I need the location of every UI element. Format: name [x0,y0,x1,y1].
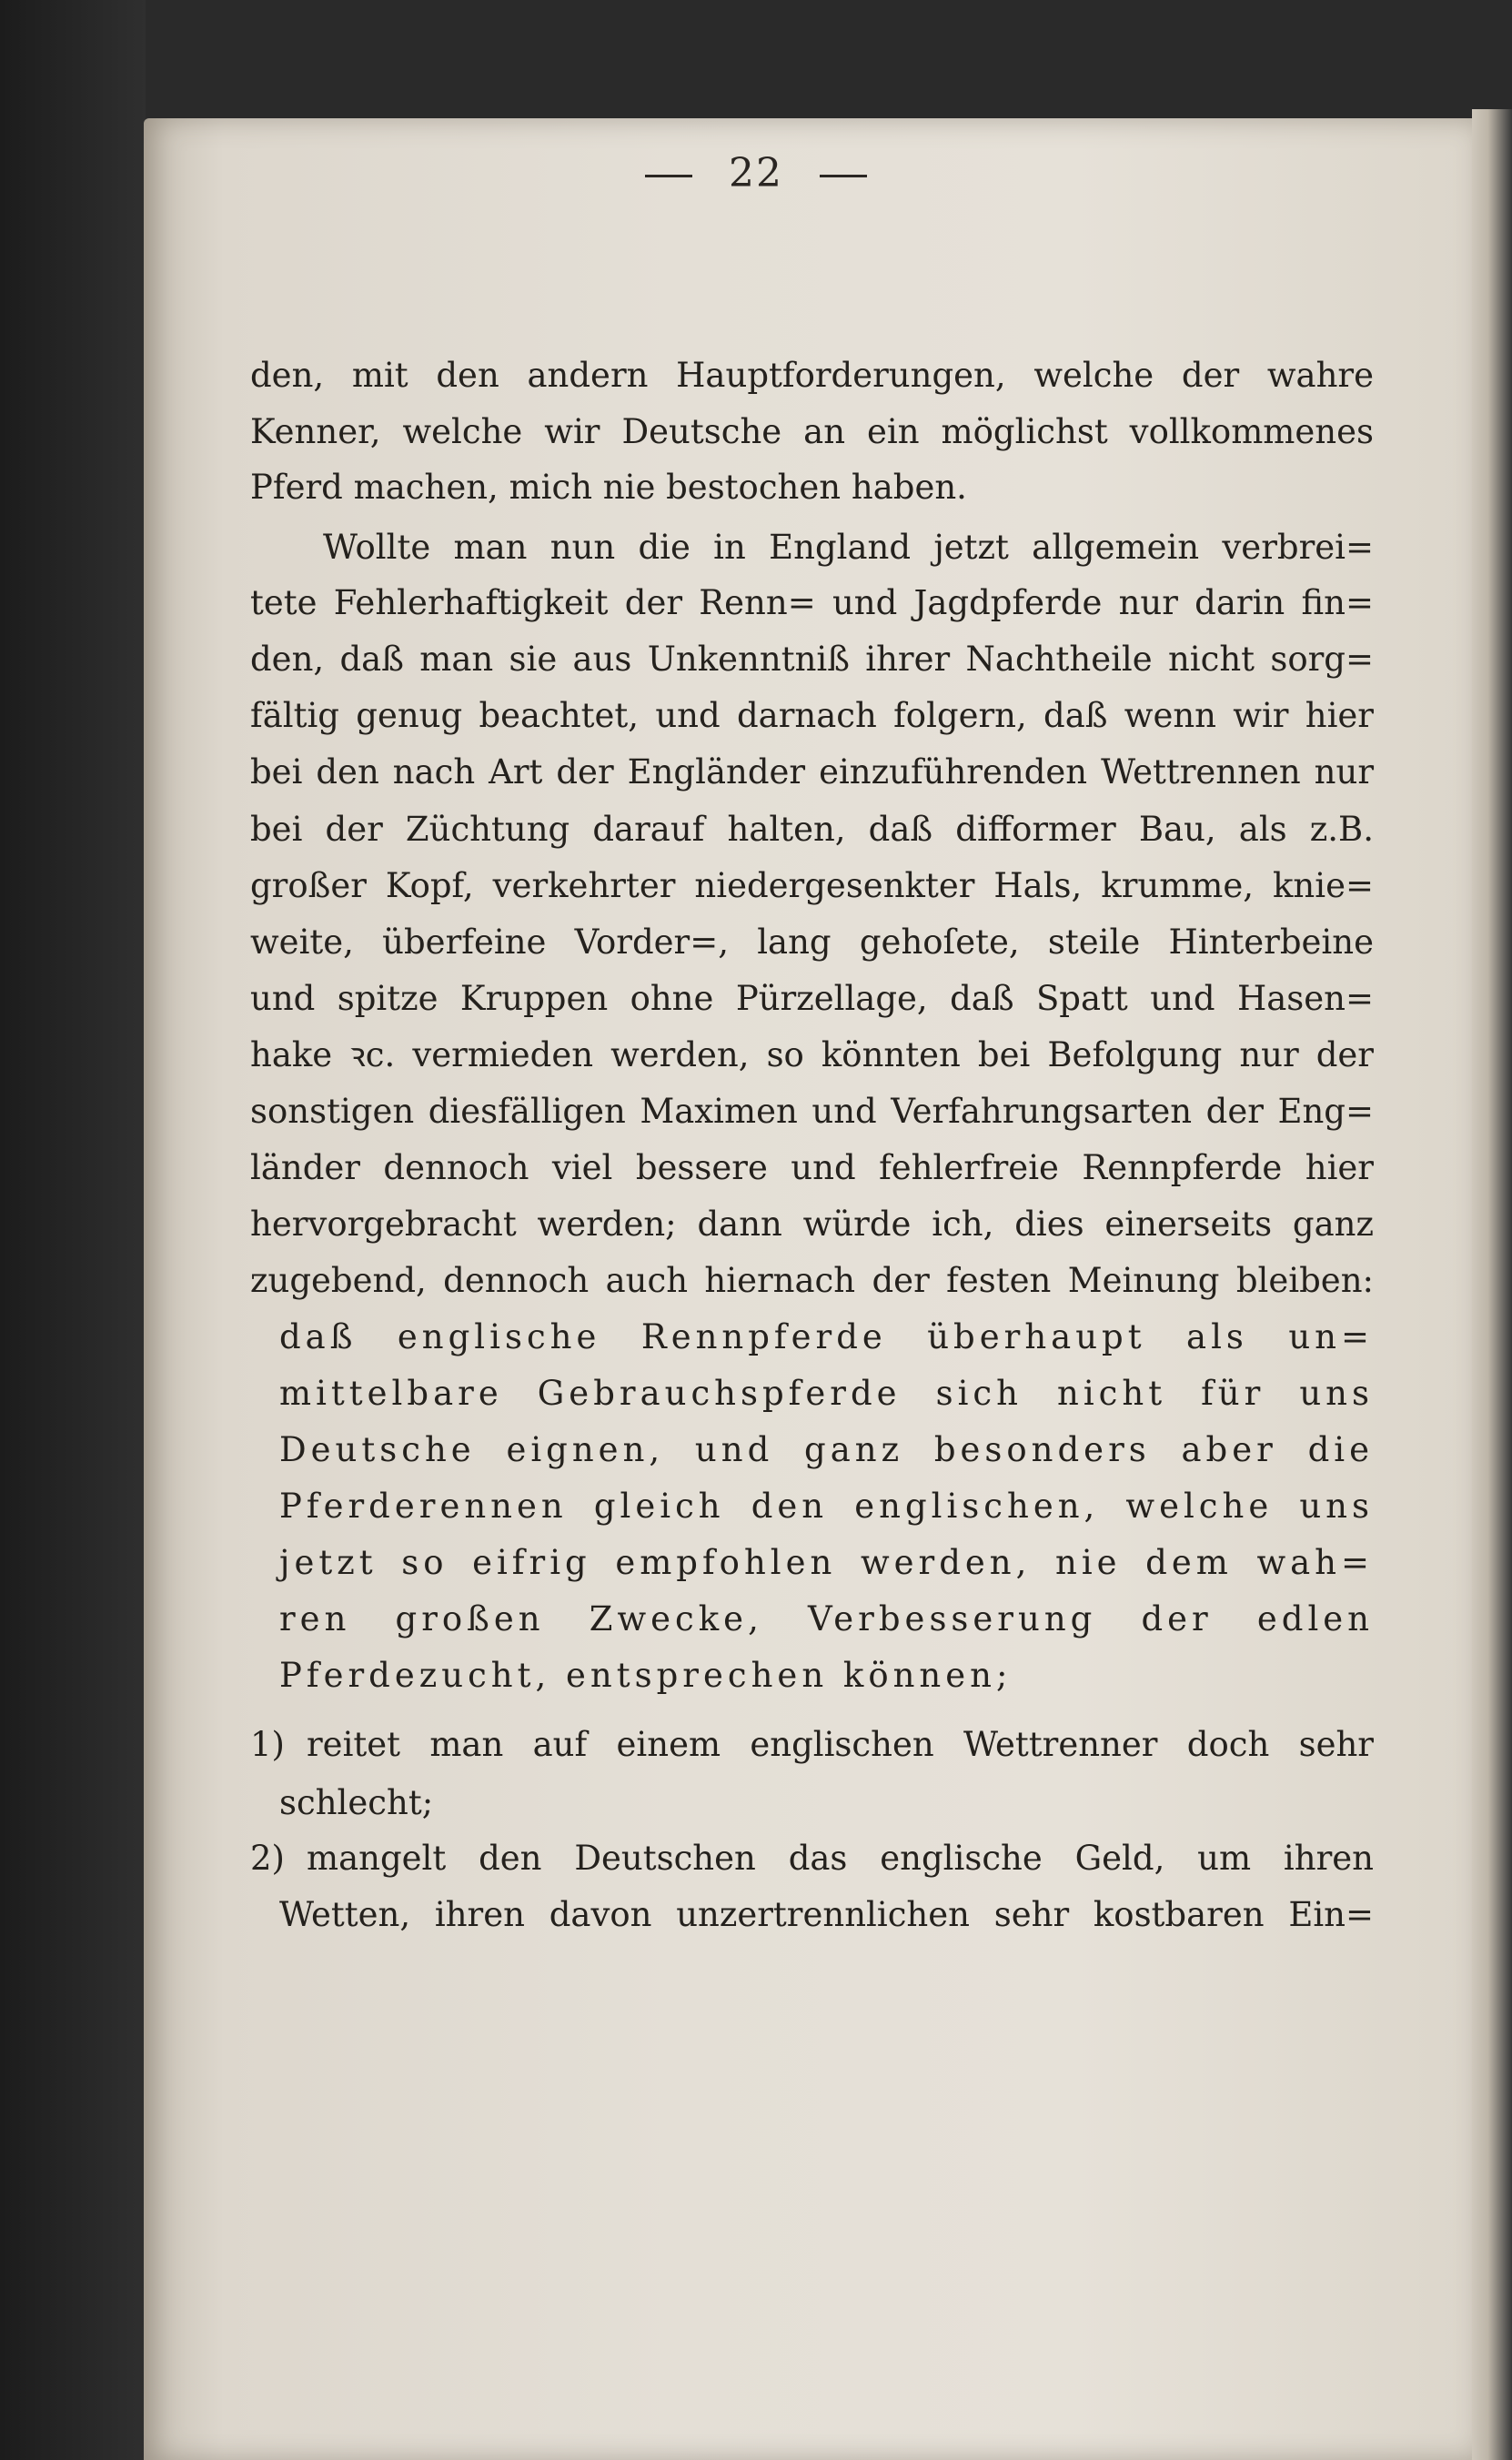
page-number: 22 [729,150,783,197]
page-header [0,150,1512,197]
list-item [250,1836,1374,1881]
scan-background [0,0,146,2460]
text-line: fältig genug beachtet, und darnach folgern, daß wenn wir hier [250,696,1374,735]
list-item-continuation: schlecht; [279,1783,434,1822]
text-line: hake ꝛc. vermieden werden, so könnten bei Befolgung nur der [250,1035,1374,1074]
spaced-text-line: jetzt so eifrig empfohlen werden, nie dem wah= [279,1543,1374,1582]
list-marker: 2) [250,1839,285,1878]
text-line: sonstigen diesfälligen Maximen und Verfahrungsarten der Eng= [250,1092,1374,1131]
text-line: und spitze Kruppen ohne Pürzellage, daß Spatt und Hasen= [250,979,1374,1018]
header-dash-left [645,175,692,177]
page-edge [1472,109,1512,2460]
text-line: Wollte man nun die in England jetzt allgemein verbrei= [323,528,1374,567]
spaced-text-line: ren großen Zwecke, Verbesserung der edlen [279,1599,1374,1638]
list-item-continuation: Wetten, ihren davon unzertrennlichen sehr kostbaren Ein= [279,1895,1374,1934]
spaced-text-line: Pferdezucht, entsprechen können; [279,1656,1013,1695]
text-line: bei den nach Art der Engländer einzuführenden Wettrennen nur [250,752,1374,791]
text-line: weite, überfeine Vorder=, lang gehoſete, steile Hinterbeine [250,922,1374,962]
spaced-text-line: Deutsche eignen, und ganz besonders aber die [279,1430,1374,1469]
list-item [250,1722,1374,1768]
text-line: zugebend, dennoch auch hiernach der festen Meinung bleiben: [250,1261,1374,1300]
list-item-text: reitet man auf einem englischen Wettrenner doch sehr [307,1725,1374,1764]
list-item-text: mangelt den Deutschen das englische Geld, um ihren [307,1839,1374,1878]
text-line: länder dennoch viel bessere und fehlerfreie Rennpferde hier [250,1148,1374,1187]
spaced-text-line: daß englische Rennpferde überhaupt als un= [279,1317,1374,1356]
list-marker: 1) [250,1725,285,1764]
text-line: bei der Züchtung darauf halten, daß difformer Bau, als z.B. [250,810,1374,849]
text-line: hervorgebracht werden; dann würde ich, dies einerseits ganz [250,1205,1374,1244]
text-line: Kenner, welche wir Deutsche an ein möglichst vollkommenes [250,412,1374,451]
text-line: den, daß man sie aus Unkenntniß ihrer Nachtheile nicht sorg= [250,640,1374,679]
text-line: Pferd machen, mich nie bestochen haben. [250,468,967,507]
text-line: großer Kopf, verkehrter niedergesenkter Hals, krumme, knie= [250,866,1374,905]
spaced-text-line: Pferderennen gleich den englischen, welche uns [279,1487,1374,1526]
text-line: tete Fehlerhaftigkeit der Renn= und Jagdpferde nur darin fin= [250,583,1374,622]
text-line: den, mit den andern Hauptforderungen, welche der wahre [250,356,1374,395]
header-dash-right [820,175,867,177]
spaced-text-line: mittelbare Gebrauchspferde sich nicht für uns [279,1374,1374,1413]
